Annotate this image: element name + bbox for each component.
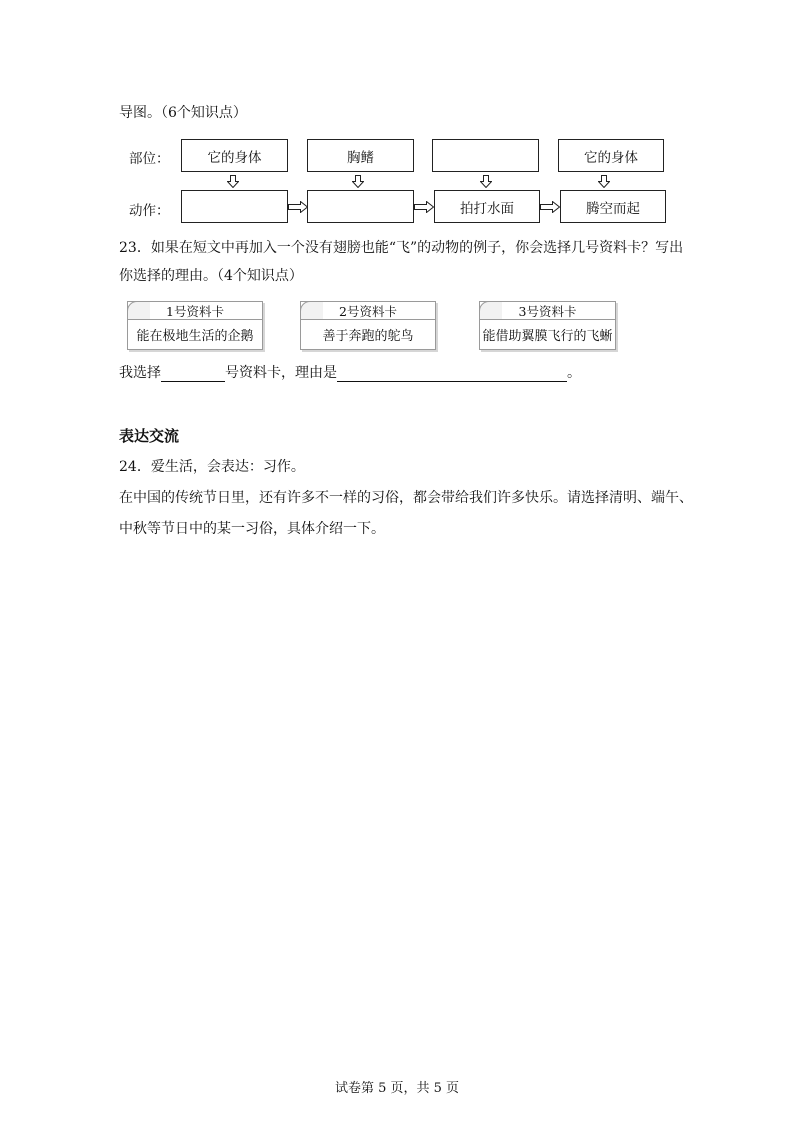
down-arrow-icon bbox=[480, 175, 492, 188]
action-box-4: 腾空而起 bbox=[560, 190, 666, 223]
info-card-1[interactable] bbox=[127, 301, 263, 350]
right-arrow-icon bbox=[540, 201, 560, 213]
page-footer: 试卷第 5 页，共 5 页 bbox=[334, 1081, 460, 1096]
right-arrow-icon bbox=[288, 201, 308, 213]
q23-answer-line bbox=[119, 364, 581, 382]
q24-line-1: 24．爱生活，会表达：习作。 bbox=[119, 459, 305, 475]
right-arrow-icon bbox=[414, 201, 434, 213]
card-body: 能借助翼膜飞行的飞蜥 bbox=[482, 329, 613, 344]
part-box-4: 它的身体 bbox=[558, 139, 664, 172]
part-box-1: 它的身体 bbox=[181, 139, 288, 172]
action-box-3: 拍打水面 bbox=[434, 190, 540, 223]
card-title: 1号资料卡 bbox=[128, 302, 262, 320]
info-card-3[interactable] bbox=[479, 301, 616, 350]
action-box-2 bbox=[307, 190, 414, 223]
part-box-3 bbox=[432, 139, 539, 172]
parts-row-label: 部位： bbox=[129, 151, 170, 167]
actions-row-label: 动作： bbox=[129, 203, 170, 219]
card-body: 善于奔跑的鸵鸟 bbox=[322, 329, 414, 344]
info-card-2[interactable] bbox=[300, 301, 436, 350]
down-arrow-icon bbox=[227, 175, 239, 188]
q24-line-2: 在中国的传统节日里，还有许多不一样的习俗，都会带给我们许多快乐。请选择清明、端午、 bbox=[119, 490, 693, 506]
card-title: 2号资料卡 bbox=[301, 302, 435, 320]
card-number-blank[interactable] bbox=[161, 366, 225, 382]
q23-prompt-line-2: 你选择的理由。（4个知识点） bbox=[119, 268, 303, 284]
q24-line-3: 中秋等节日中的某一习俗，具体介绍一下。 bbox=[119, 521, 385, 537]
down-arrow-icon bbox=[598, 175, 610, 188]
card-title: 3号资料卡 bbox=[480, 302, 615, 320]
answer-middle: 号资料卡，理由是 bbox=[225, 365, 337, 381]
answer-end: 。 bbox=[567, 365, 581, 381]
down-arrow-icon bbox=[352, 175, 364, 188]
part-box-2: 胸鳍 bbox=[307, 139, 414, 172]
q23-prompt-line-1: 23．如果在短文中再加入一个没有翅膀也能“飞”的动物的例子，你会选择几号资料卡？写出 bbox=[119, 240, 684, 256]
card-body: 能在极地生活的企鹅 bbox=[136, 329, 254, 344]
reason-blank[interactable] bbox=[337, 366, 567, 382]
intro-line: 导图。（6个知识点） bbox=[119, 105, 247, 121]
section-title: 表达交流 bbox=[119, 427, 180, 445]
answer-prefix: 我选择 bbox=[119, 365, 161, 381]
action-box-1 bbox=[181, 190, 288, 223]
